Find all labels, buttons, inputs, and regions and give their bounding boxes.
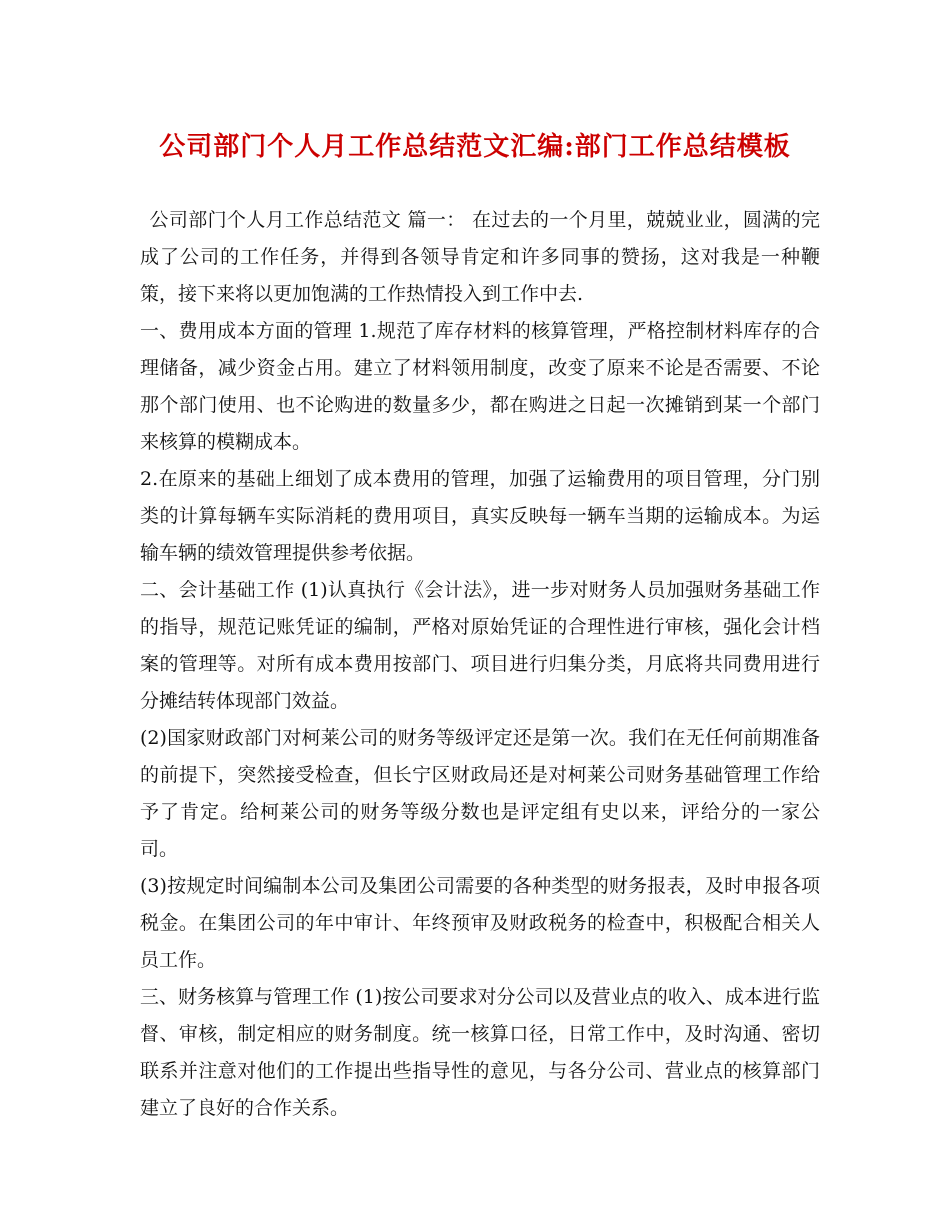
document-title: 公司部门个人月工作总结范文汇编:部门工作总结模板 xyxy=(159,132,791,162)
document-body xyxy=(140,202,820,1127)
paragraph-intro: 公司部门个人月工作总结范文 篇一： 在过去的一个月里，兢兢业业，圆满的完成了公司的工作任务，并得到各领导肯定和许多同事的赞扬，这对我是一种鞭策，接下来将以更加饱满的工作热情投入到工作中去. xyxy=(140,209,820,305)
paragraph-accounting-basics: 二、会计基础工作 (1)认真执行《会计法》，进一步对财务人员加强财务基础工作的指导，规范记账凭证的编制，严格对原始凭证的合理性进行审核，强化会计档案的管理等。对所有成本费用按部门、项目进行归集分类，月底将共同费用进行分摊结转体现部门效益。 xyxy=(140,579,820,712)
paragraph-transport-cost: 2.在原来的基础上细划了成本费用的管理，加强了运输费用的项目管理，分门别类的计算每辆车实际消耗的费用项目，真实反映每一辆车当期的运输成本。为运输车辆的绩效管理提供参考依据。 xyxy=(140,468,820,564)
paragraph-financial-reports: (3)按规定时间编制本公司及集团公司需要的各种类型的财务报表，及时申报各项税金。在集团公司的年中审计、年终预审及财政税务的检查中，积极配合相关人员工作。 xyxy=(140,875,820,971)
paragraph-cost-management: 一、费用成本方面的管理 1.规范了库存材料的核算管理，严格控制材料库存的合理储备，减少资金占用。建立了材料领用制度，改变了原来不论是否需要、不论那个部门使用、也不论购进的数量多少，都在购进之日起一次摊销到某一个部门来核算的模糊成本。 xyxy=(140,320,820,453)
paragraph-accounting-management: 三、财务核算与管理工作 (1)按公司要求对分公司以及营业点的收入、成本进行监督、审核，制定相应的财务制度。统一核算口径，日常工作中，及时沟通、密切联系并注意对他们的工作提出些指导性的意见，与各分公司、营业点的核算部门建立了良好的合作关系。 xyxy=(140,986,820,1119)
paragraph-financial-rating: (2)国家财政部门对柯莱公司的财务等级评定还是第一次。我们在无任何前期准备的前提下，突然接受检查，但长宁区财政局还是对柯莱公司财务基础管理工作给予了肯定。给柯莱公司的财务等级分数也是评定组有史以来，评给分的一家公司。 xyxy=(140,727,820,860)
